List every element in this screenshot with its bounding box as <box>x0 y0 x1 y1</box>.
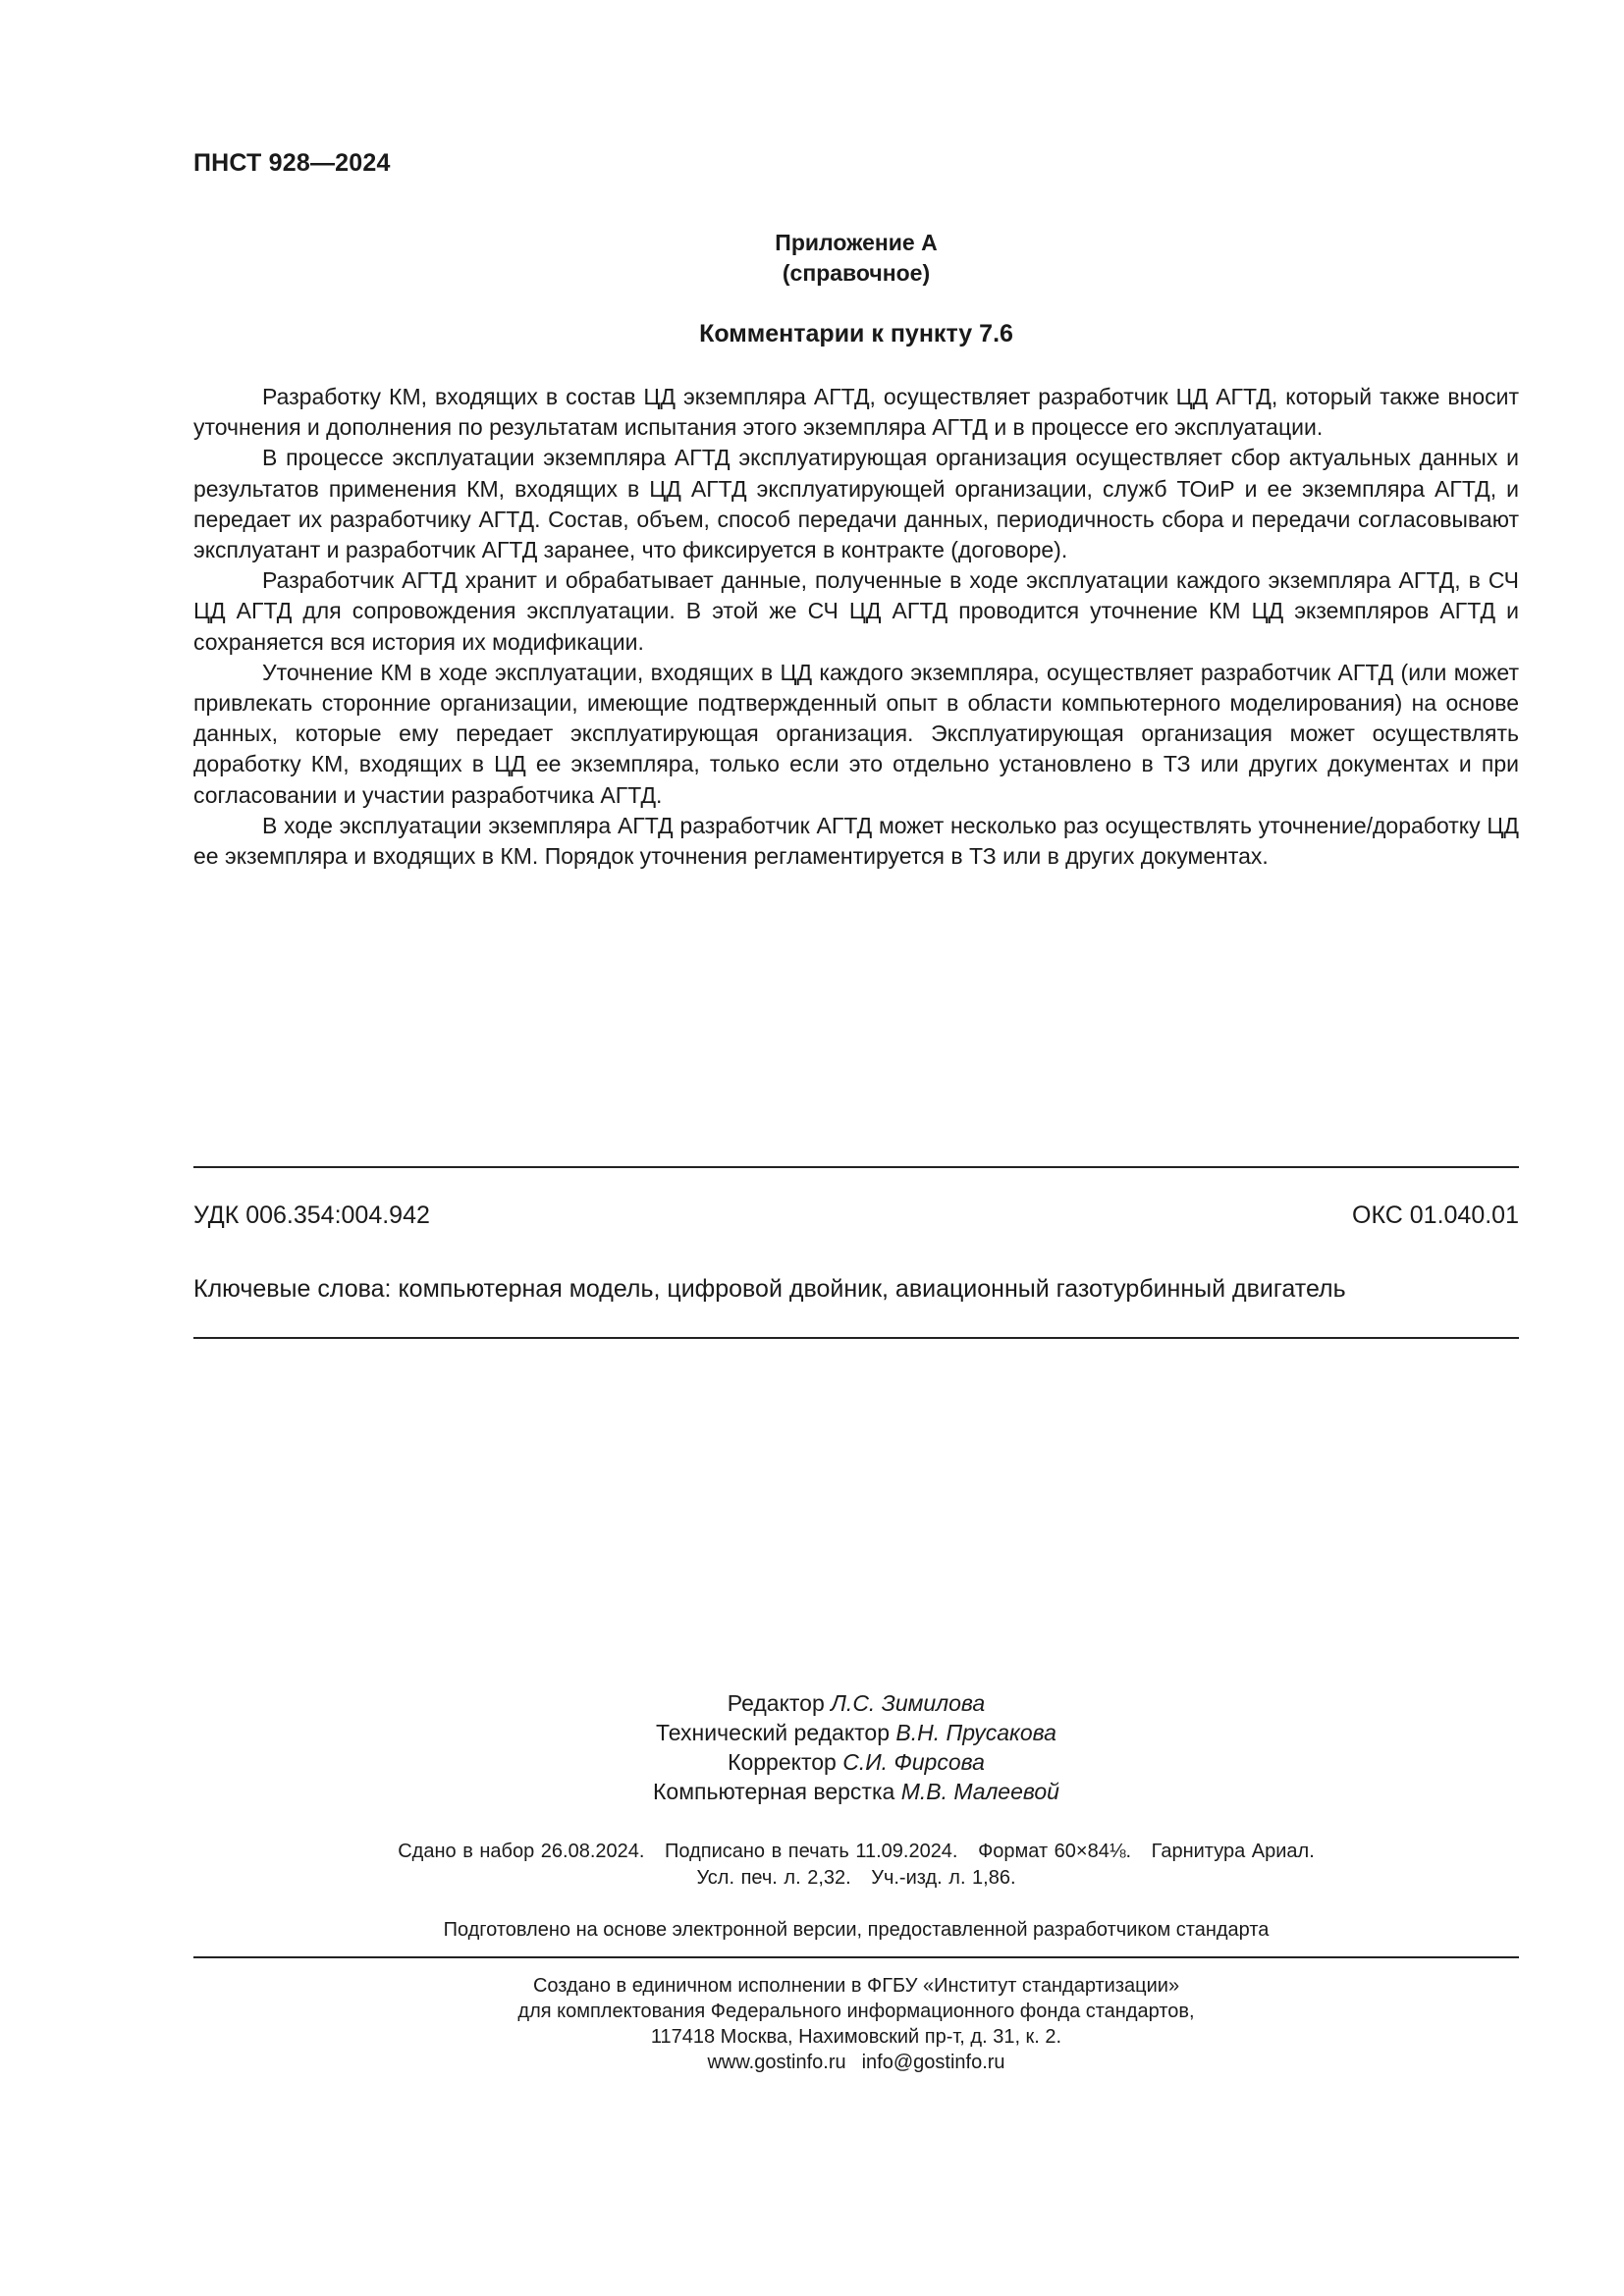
signed-date: Подписано в печать 11.09.2024. <box>665 1841 958 1862</box>
credit-line <box>193 1688 1519 1718</box>
publisher-block <box>193 1973 1519 2075</box>
udk-code: УДК 006.354:004.942 <box>193 1201 430 1229</box>
document-code: ПНСТ 928—2024 <box>193 149 391 177</box>
submitted-date: Сдано в набор 26.08.2024. <box>398 1841 645 1862</box>
credit-role: Технический редактор <box>656 1720 891 1745</box>
website-link[interactable]: www.gostinfo.ru <box>707 2052 846 2073</box>
section-title: Комментарии к пункту 7.6 <box>699 320 1013 347</box>
keywords-line: Ключевые слова: компьютерная модель, цифровой двойник, авиационный газотурбинный двигатель <box>193 1275 1346 1303</box>
divider-keywords <box>193 1337 1519 1339</box>
typeface: Гарнитура Ариал. <box>1151 1841 1315 1862</box>
print-sheets: Усл. печ. л. 2,32. <box>696 1867 851 1889</box>
credit-line <box>193 1718 1519 1747</box>
paragraph: Разработчик АГТД хранит и обрабатывает данные, полученные в ходе эксплуатации каждого экземпляра АГТД, в СЧ ЦД АГТД для сопровождения эксплуатации. В этой же СЧ ЦД АГТД проводится уточнение КМ ЦД экземпляров АГТД и сохраняется вся история их модификации. <box>193 567 1519 655</box>
prepared-note: Подготовлено на основе электронной версии, предоставленной разработчиком стандарта <box>443 1919 1270 1941</box>
email-link[interactable]: info@gostinfo.ru <box>861 2052 1005 2073</box>
credit-name: М.В. Малеевой <box>900 1779 1059 1804</box>
divider-publisher <box>193 1956 1519 1958</box>
divider-top <box>193 1166 1519 1168</box>
paragraph: Уточнение КМ в ходе эксплуатации, входящих в ЦД каждого экземпляра, осуществляет разработчик АГТД (или может привлекать сторонние организации, имеющие подтвержденный опыт в области компьютерного моделирования) на основе данных, которые ему передает эксплуатирующая организация. Эксплуатирующая организация может осуществлять доработку КМ, входящих в ЦД ее экземпляра, только если это отдельно установлено в ТЗ или других документах и при согласовании и участии разработчика АГТД. <box>193 659 1519 808</box>
publisher-contacts <box>193 2050 1519 2075</box>
credit-role: Компьютерная верстка <box>653 1779 895 1804</box>
credit-name: С.И. Фирсова <box>842 1749 985 1775</box>
publisher-line-1: Создано в единичном исполнении в ФГБУ «Институт стандартизации» <box>532 1975 1180 1997</box>
appendix-body <box>193 382 1519 872</box>
oks-code: ОКС 01.040.01 <box>1352 1201 1519 1229</box>
paragraph: В процессе эксплуатации экземпляра АГТД эксплуатирующая организация осуществляет сбор актуальных данных и результатов применения КМ, входящих в ЦД АГТД эксплуатирующей организации, служб ТОиР и ее экземпляра АГТД, и передает их разработчику АГТД. Состав, объем, способ передачи данных, периодичность сбора и передачи согласовывают эксплуатант и разработчик АГТД заранее, что фиксируется в контракте (договоре). <box>193 445 1519 563</box>
imprint-block <box>193 1839 1519 1892</box>
appendix-title: Приложение А <box>775 230 938 255</box>
credit-name: В.Н. Прусакова <box>895 1720 1056 1745</box>
credit-line <box>193 1747 1519 1777</box>
credit-line <box>193 1777 1519 1806</box>
publisher-address: 117418 Москва, Нахимовский пр-т, д. 31, к. 2. <box>650 2026 1062 2048</box>
publisher-sheets: Уч.-изд. л. 1,86. <box>871 1867 1016 1889</box>
imprint-line-2 <box>193 1865 1519 1892</box>
appendix-heading <box>193 228 1519 289</box>
credit-role: Корректор <box>728 1749 837 1775</box>
editorial-credits <box>193 1688 1519 1806</box>
credit-role: Редактор <box>727 1690 825 1716</box>
imprint-line-1 <box>193 1839 1519 1865</box>
paper-format: Формат 60×84⅛. <box>978 1841 1132 1862</box>
publisher-line-2: для комплектования Федерального информационного фонда стандартов, <box>517 2001 1195 2022</box>
paragraph: Разработку КМ, входящих в состав ЦД экземпляра АГТД, осуществляет разработчик ЦД АГТД, который также вносит уточнения и дополнения по результатам испытания этого экземпляра АГТД и в процессе его эксплуатации. <box>193 384 1519 441</box>
appendix-kind: (справочное) <box>782 260 931 286</box>
paragraph: В ходе эксплуатации экземпляра АГТД разработчик АГТД может несколько раз осуществлять уточнение/доработку ЦД ее экземпляра и входящих в КМ. Порядок уточнения регламентируется в ТЗ или в других документах. <box>193 812 1519 870</box>
credit-name: Л.С. Зимилова <box>831 1690 986 1716</box>
